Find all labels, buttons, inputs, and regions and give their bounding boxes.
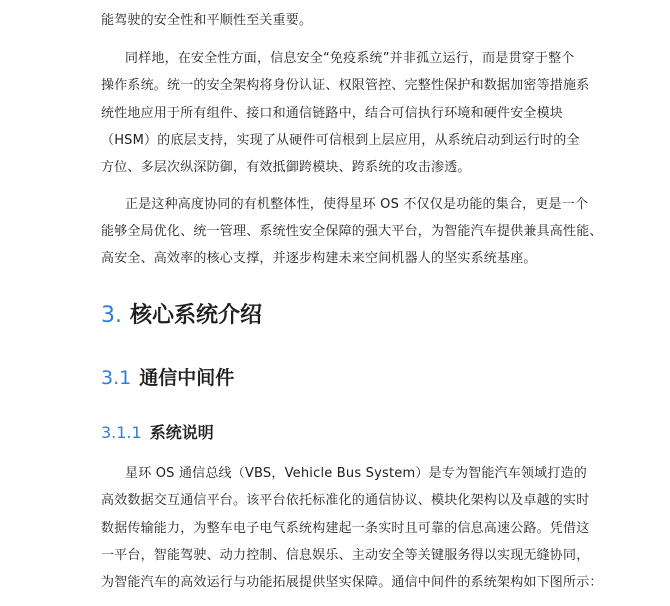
paragraph-line: 数据传输能力，为整车电子电气系统构建起一条实时且可靠的信息高速公路。凭借这: [101, 521, 590, 536]
paragraph-line: 能驾驶的安全性和平顺性至关重要。: [101, 13, 313, 28]
paragraph-line: 同样地，在安全性方面，信息安全“免疫系统”并非孤立运行，而是贯穿于整个: [125, 51, 575, 66]
paragraph-line: 高效数据交互通信平台。该平台依托标准化的通信协议、模块化架构以及卓越的实时: [101, 493, 590, 508]
subsection-number: 3.1: [101, 367, 132, 389]
paragraph-line: 能够全局优化、统一管理、系统性安全保障的强大平台，为智能汽车提供兼具高性能、: [101, 224, 603, 239]
paragraph-line: 星环 OS 通信总线（VBS，Vehicle Bus System）是专为智能汽车领域打造的: [125, 466, 587, 481]
paragraph-line: 高安全、高效率的核心支撑，并逐步构建未来空间机器人的坚实系统基座。: [101, 251, 537, 266]
subsection-heading: [101, 365, 234, 391]
paragraph-line: 为智能汽车的高效运行与功能拓展提供坚实保障。通信中间件的系统架构如下图所示：: [101, 575, 603, 590]
paragraph-line: 操作系统。统一的安全架构将身份认证、权限管控、完整性保护和数据加密等措施系: [101, 78, 590, 93]
section-title: 核心系统介绍: [130, 303, 263, 328]
paragraph-line: 一平台，智能驾驶、动力控制、信息娱乐、主动安全等关键服务得以实现无缝协同，: [101, 548, 590, 563]
subsubsection-title: 系统说明: [149, 423, 214, 442]
section-heading: [101, 302, 262, 330]
subsubsection-heading: [101, 422, 214, 444]
paragraph-line: （HSM）的底层支持，实现了从硬件可信根到上层应用，从系统启动到运行时的全: [101, 133, 580, 148]
paragraph-line: 方位、多层次纵深防御，有效抵御跨模块、跨系统的攻击渗透。: [101, 160, 471, 175]
subsection-title: 通信中间件: [139, 367, 235, 389]
subsubsection-number: 3.1.1: [101, 423, 142, 442]
section-number: 3.: [101, 303, 122, 328]
paragraph-line: 正是这种高度协同的有机整体性，使得星环 OS 不仅仅是功能的集合，更是一个: [125, 197, 589, 212]
paragraph-line: 统性地应用于所有组件、接口和通信链路中，结合可信执行环境和硬件安全模块: [101, 106, 564, 121]
